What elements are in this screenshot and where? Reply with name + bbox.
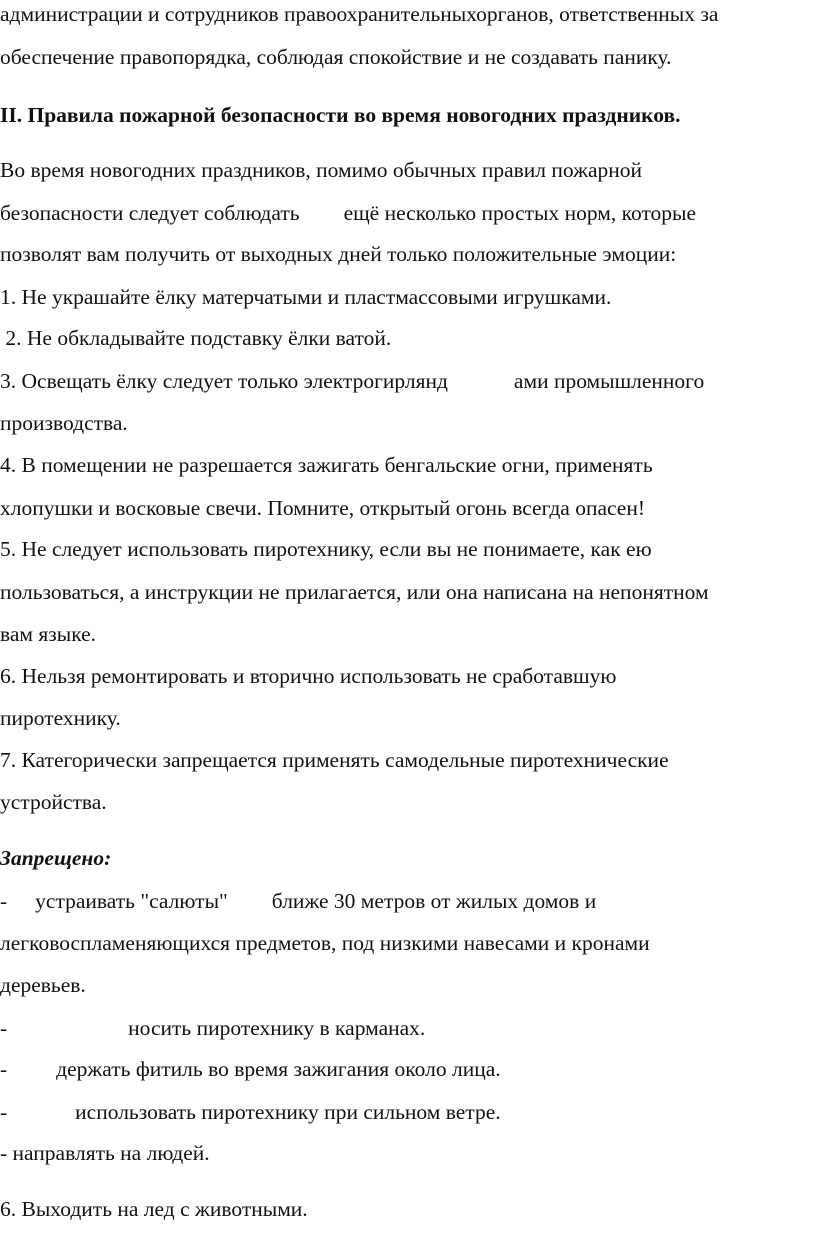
paragraph-line-2-part-1: безопасности следует соблюдать — [0, 201, 300, 225]
forbidden-item-5: - направлять на людей. — [0, 1141, 210, 1165]
forbidden-item-4-text: использовать пиротехнику при сильном ветре. — [75, 1100, 501, 1124]
forbidden-item-2 — [0, 1014, 425, 1042]
forbidden-item-1-line-3: деревьев. — [0, 973, 86, 997]
rule-3-part-2: ами промышленного — [513, 369, 705, 393]
rule-3-line-2: производства. — [0, 411, 128, 435]
forbidden-item-4 — [0, 1098, 501, 1126]
paragraph-line-2-part-2: ещё несколько простых норм, которые — [343, 201, 697, 225]
section-heading: II. Правила пожарной безопасности во время новогодних праздников. — [0, 103, 681, 127]
rule-7-line-2: устройства. — [0, 790, 107, 814]
forbidden-heading: Запрещено: — [0, 846, 112, 870]
rule-5-line-2: пользоваться, а инструкции не прилагается, или она написана на непонятном — [0, 580, 709, 604]
rule-6-line-1: 6. Нельзя ремонтировать и вторично использовать не сработавшую — [0, 664, 617, 688]
dash: - — [0, 1100, 8, 1124]
intro-line-2: обеспечение правопорядка, соблюдая спокойствие и не создавать панику. — [0, 45, 672, 69]
paragraph-line-1: Во время новогодних праздников, помимо обычных правил пожарной — [0, 158, 643, 182]
forbidden-item-1-part-2: ближе 30 метров от жилых домов и — [271, 889, 597, 913]
rule-2: 2. Не обкладывайте подставку ёлки ватой. — [0, 326, 392, 350]
intro-line-1: администрации и сотрудников правоохранительныхорганов, ответственных за — [0, 2, 719, 26]
paragraph-line-3: позволят вам получить от выходных дней только положительные эмоции: — [0, 242, 677, 266]
paragraph-line-2 — [0, 199, 696, 227]
rule-5-line-1: 5. Не следует использовать пиротехнику, если вы не понимаете, как ею — [0, 537, 652, 561]
rule-4-line-1: 4. В помещении не разрешается зажигать бенгальские огни, применять — [0, 453, 653, 477]
rule-3-part-1: 3. Освещать ёлку следует только электрогирлянд — [0, 369, 448, 393]
forbidden-item-1-part-1: устраивать "салюты" — [35, 889, 228, 913]
rule-6-line-2: пиротехнику. — [0, 706, 121, 730]
rule-5-line-3: вам языке. — [0, 622, 97, 646]
last-line: 6. Выходить на лед с животными. — [0, 1197, 308, 1221]
forbidden-item-3 — [0, 1055, 501, 1083]
forbidden-item-1-line-2: легковоспламеняющихся предметов, под низкими навесами и кронами — [0, 931, 650, 955]
forbidden-item-1-line-1 — [0, 887, 596, 915]
rule-3-line-1 — [0, 367, 704, 395]
rule-7-line-1: 7. Категорически запрещается применять самодельные пиротехнические — [0, 748, 669, 772]
dash: - — [0, 1057, 8, 1081]
dash: - — [0, 889, 8, 913]
dash: - — [0, 1016, 8, 1040]
rule-1: 1. Не украшайте ёлку матерчатыми и пластмассовыми игрушками. — [0, 285, 612, 309]
forbidden-item-2-text: носить пиротехнику в карманах. — [128, 1016, 426, 1040]
rule-4-line-2: хлопушки и восковые свечи. Помните, открытый огонь всегда опасен! — [0, 496, 645, 520]
forbidden-item-3-text: держать фитиль во время зажигания около лица. — [56, 1057, 501, 1081]
